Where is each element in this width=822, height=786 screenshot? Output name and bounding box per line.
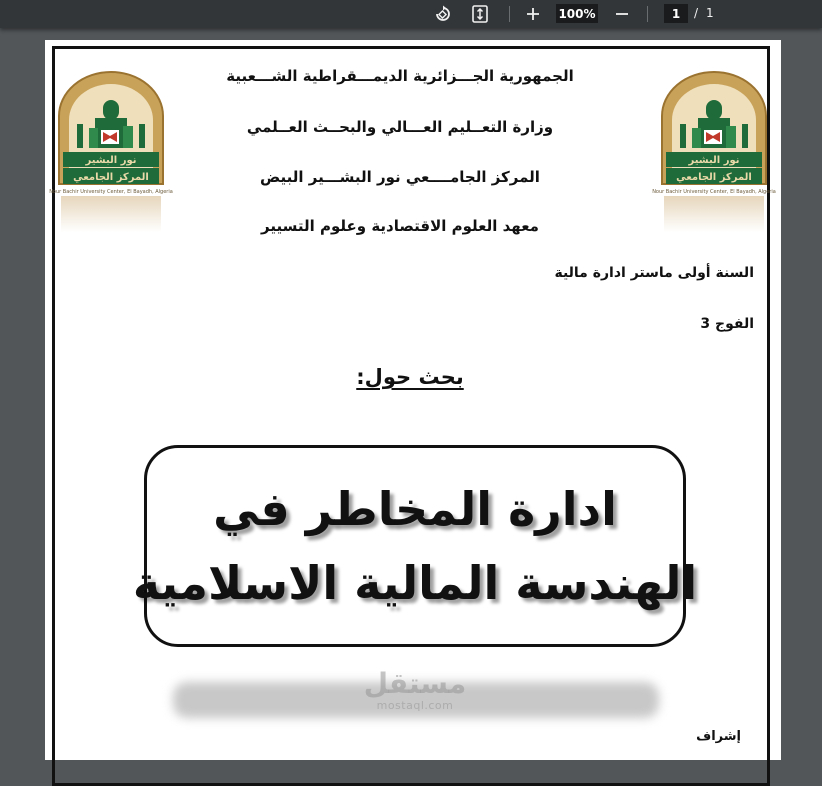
- toolbar-divider: [647, 6, 648, 22]
- research-label: [345, 365, 475, 389]
- toolbar-divider: [509, 6, 510, 22]
- title-line-2: الهندسة المالية الاسلامية: [132, 556, 698, 610]
- university-logo-left: [49, 66, 173, 236]
- svg-text:المركز الجامعي: المركز الجامعي: [676, 172, 752, 183]
- svg-text:المركز الجامعي: المركز الجامعي: [73, 172, 149, 183]
- plus-icon: [526, 7, 540, 21]
- svg-text:Nour Bachir University Center,: Nour Bachir University Center, El Bayadh, Algeria: [652, 189, 776, 195]
- watermark: [345, 668, 485, 712]
- header-institute: معهد العلوم الاقتصادية وعلوم التسيير: [261, 217, 539, 235]
- cut-off-text: إشراف: [696, 729, 741, 744]
- watermark-english: mostaql.com: [376, 699, 454, 712]
- watermark-arabic: مستقل: [363, 667, 467, 700]
- svg-text:نور البشير: نور البشير: [85, 155, 137, 166]
- svg-text:نور البشير: نور البشير: [688, 155, 740, 166]
- rotate-icon[interactable]: [433, 4, 453, 24]
- header-ministry: وزارة التعــليم العـــالي والبحــث العــلمي: [246, 118, 554, 136]
- page-separator: /: [694, 6, 699, 20]
- total-pages: 1: [706, 6, 714, 20]
- zoom-level-input[interactable]: 100%: [556, 4, 598, 23]
- research-label-text: بحث حول:: [356, 365, 464, 389]
- header-republic: الجمهورية الجـــزائرية الديمـــقراطية الشـــعبية: [226, 67, 574, 85]
- minus-icon: [615, 7, 629, 21]
- header-center: المركز الجامــــعي نور البشـــير البيض: [260, 168, 540, 186]
- zoom-in-button[interactable]: [523, 4, 543, 24]
- title-line-1: ادارة المخاطر في: [213, 482, 617, 536]
- fit-page-icon[interactable]: [470, 4, 490, 24]
- group-line: الفوج 3: [700, 316, 754, 332]
- university-logo-right: [652, 66, 776, 236]
- pdf-toolbar: [0, 0, 822, 28]
- svg-text:Nour Bachir University Center,: Nour Bachir University Center, El Bayadh, Algeria: [49, 189, 173, 195]
- zoom-out-button[interactable]: [612, 4, 632, 24]
- year-line: السنة أولى ماستر ادارة مالية: [554, 265, 754, 281]
- document-page: [45, 40, 781, 760]
- current-page-input[interactable]: 1: [664, 4, 688, 23]
- title-box: [132, 445, 698, 647]
